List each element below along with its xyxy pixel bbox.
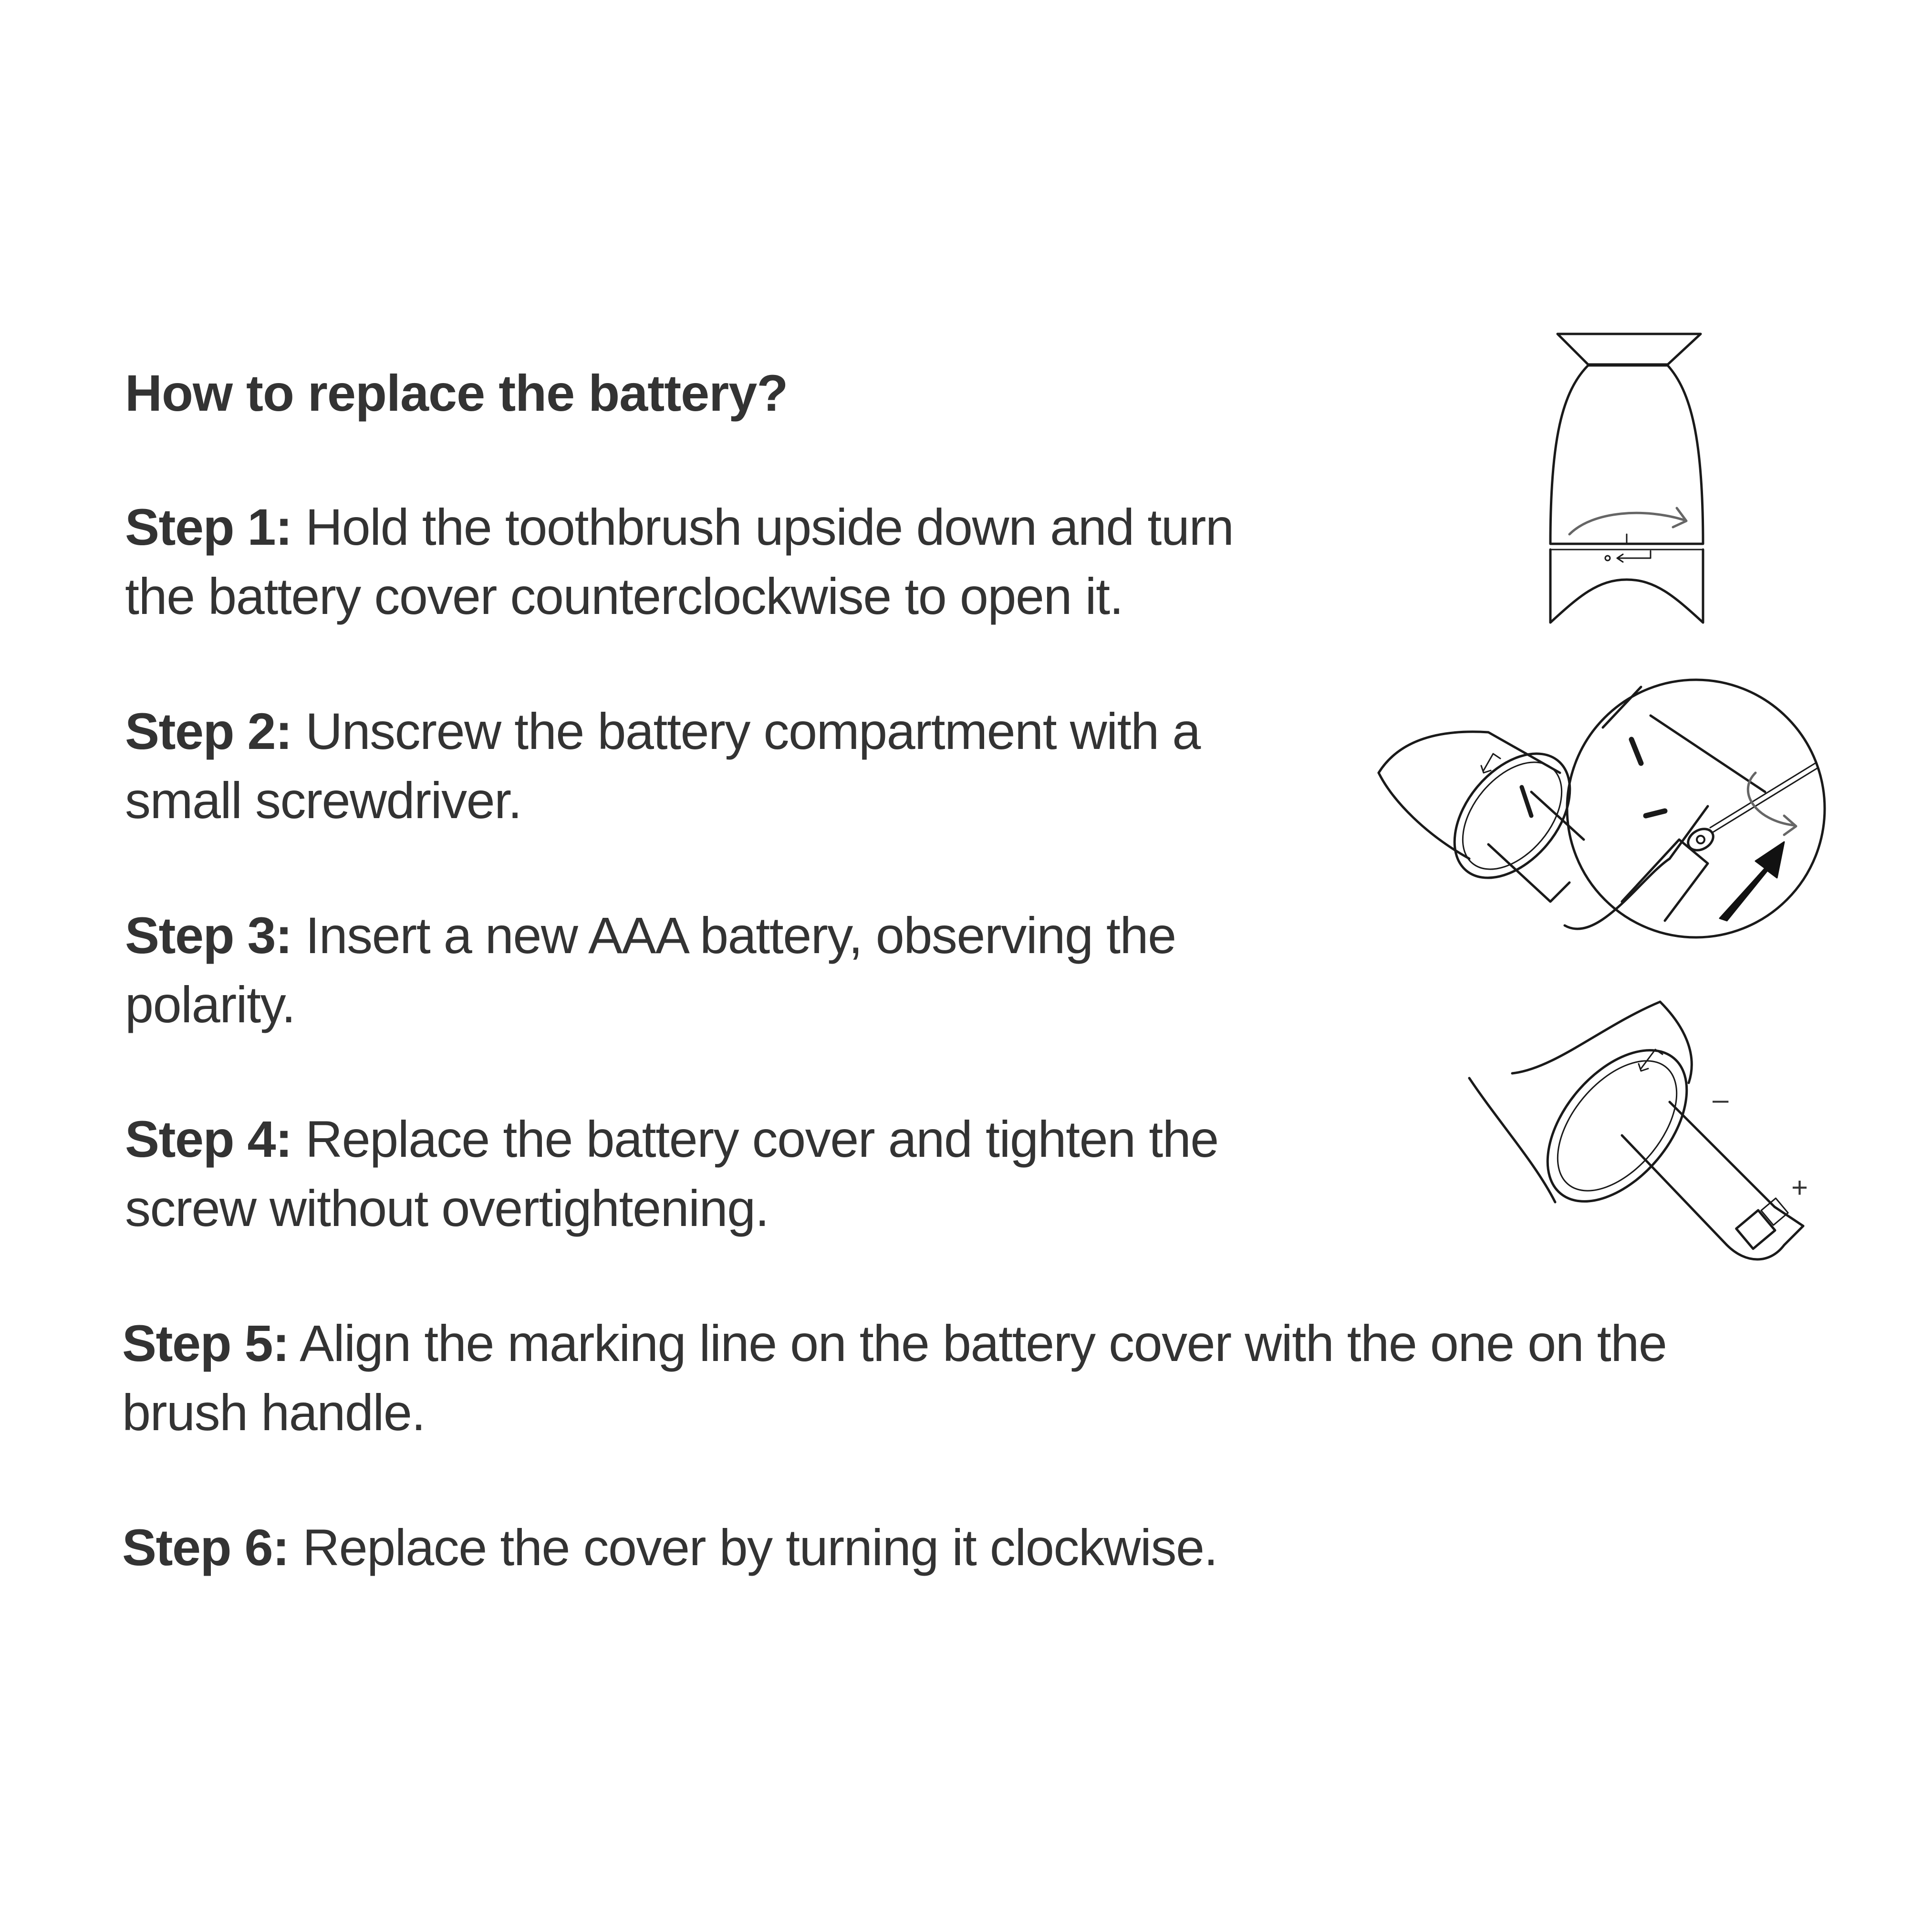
step-4-label: Step 4: [125, 1110, 292, 1168]
step-5-label: Step 5: [122, 1314, 289, 1372]
handle-body-shape [1550, 365, 1703, 544]
step-5-text-line-2: brush handle. [122, 1383, 425, 1441]
battery-cover-shape [1550, 550, 1703, 623]
rotate-arrow-icon [1569, 513, 1684, 534]
screw-icon [1684, 825, 1717, 855]
step-6 [122, 1513, 1217, 1582]
step-1-text-line-2: the battery cover counterclockwise to open it. [125, 567, 1123, 625]
step-3 [125, 901, 1176, 1039]
step-4-text-line-1: Replace the battery cover and tighten the [305, 1110, 1218, 1168]
step-2-label: Step 2: [125, 702, 292, 760]
step-1 [125, 492, 1233, 631]
step-5-text-line-1: Align the marking line on the battery cover with the one on the [300, 1314, 1667, 1372]
polarity-plus-label: + [1791, 1172, 1808, 1204]
brush-head-shape [1558, 334, 1701, 365]
step-4-text-line-2: screw without overtightening. [125, 1179, 769, 1237]
step-5 [122, 1309, 1666, 1447]
step-2-text-line-1: Unscrew the battery compartment with a [305, 702, 1200, 760]
step-3-text-line-2: polarity. [125, 976, 295, 1033]
step-2 [125, 696, 1200, 835]
figure-step-2-unscrew-compartment [1374, 677, 1832, 954]
handle-outline [1469, 1078, 1555, 1202]
page-title: How to replace the battery? [125, 364, 788, 422]
step-6-label: Step 6: [122, 1518, 289, 1576]
step-6-text-line-1: Replace the cover by turning it clockwise. [302, 1518, 1218, 1576]
step-3-text-line-1: Insert a new AAA battery, observing the [305, 906, 1176, 964]
step-2-text-line-2: small screwdriver. [125, 771, 522, 829]
figure-step-1-toothbrush-upside-down [1541, 329, 1713, 630]
handle-outline [1379, 732, 1560, 773]
step-4 [125, 1104, 1218, 1243]
direction-arrow-icon [1720, 842, 1784, 921]
step-1-text-line-1: Hold the toothbrush upside down and turn [305, 498, 1234, 556]
battery-icon [1622, 1135, 1727, 1245]
step-3-label: Step 3: [125, 906, 292, 964]
zoom-circle [1567, 680, 1825, 937]
polarity-minus-label: – [1713, 1083, 1729, 1115]
figure-step-3-battery-polarity [1460, 997, 1841, 1293]
step-1-label: Step 1: [125, 498, 292, 556]
screwdriver-icon [1713, 768, 1818, 832]
